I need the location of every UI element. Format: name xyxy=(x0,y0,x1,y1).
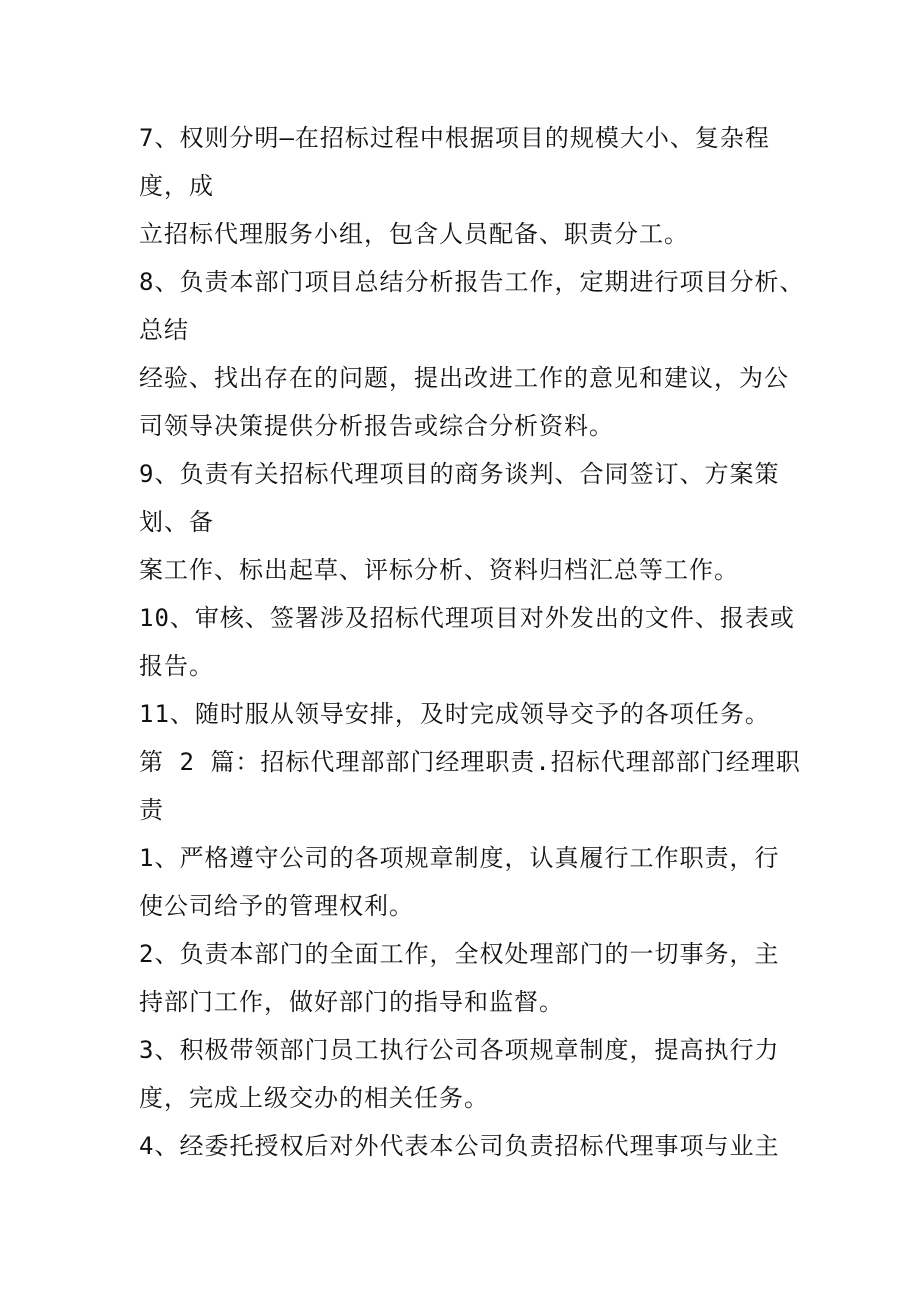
document-line: 第 2 篇：招标代理部部门经理职责.招标代理部部门经理职 xyxy=(139,748,801,776)
document-line: 3、积极带领部门员工执行公司各项规章制度，提高执行力 xyxy=(139,1036,780,1064)
document-line: 案工作、标出起草、评标分析、资料归档汇总等工作。 xyxy=(139,556,739,584)
document-line: 7、权则分明—在招标过程中根据项目的规模大小、复杂程 xyxy=(139,124,770,152)
document-line: 度，成 xyxy=(139,172,214,200)
document-line: 划、备 xyxy=(139,508,214,536)
document-line: 经验、找出存在的问题，提出改进工作的意见和建议，为公 xyxy=(139,364,789,392)
document-line: 10、审核、签署涉及招标代理项目对外发出的文件、报表或 xyxy=(139,604,795,632)
document-line: 使公司给予的管理权利。 xyxy=(139,892,414,920)
document-line: 总结 xyxy=(139,316,189,344)
document-line: 持部门工作，做好部门的指导和监督。 xyxy=(139,988,564,1016)
document-line: 司领导决策提供分析报告或综合分析资料。 xyxy=(139,412,614,440)
document-line: 9、负责有关招标代理项目的商务谈判、合同签订、方案策 xyxy=(139,460,780,488)
document-line: 2、负责本部门的全面工作，全权处理部门的一切事务，主 xyxy=(139,940,780,968)
document-body xyxy=(139,114,805,1170)
document-line: 8、负责本部门项目总结分析报告工作，定期进行项目分析、 xyxy=(139,268,805,296)
document-line: 责 xyxy=(139,796,164,824)
document-line: 11、随时服从领导安排，及时完成领导交予的各项任务。 xyxy=(139,700,770,728)
document-line: 4、经委托授权后对外代表本公司负责招标代理事项与业主 xyxy=(139,1132,780,1160)
document-line: 立招标代理服务小组，包含人员配备、职责分工。 xyxy=(139,220,689,248)
document-line: 度，完成上级交办的相关任务。 xyxy=(139,1084,489,1112)
document-line: 报告。 xyxy=(139,652,214,680)
document-line: 1、严格遵守公司的各项规章制度，认真履行工作职责，行 xyxy=(139,844,780,872)
